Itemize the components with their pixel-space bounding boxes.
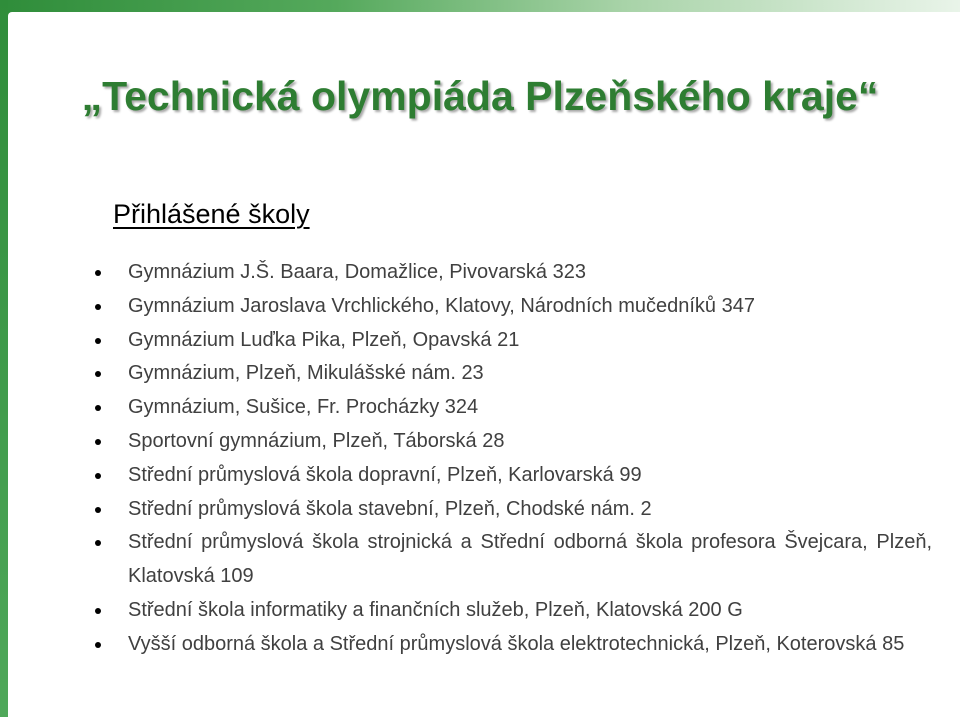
section-subtitle: Přihlášené školy xyxy=(113,199,310,229)
list-item: Střední průmyslová škola dopravní, Plzeň, Karlovarská 99 xyxy=(128,459,932,493)
list-item: Střední průmyslová škola stavební, Plzeň, Chodské nám. 2 xyxy=(128,493,932,527)
list-item: Gymnázium, Plzeň, Mikulášské nám. 23 xyxy=(128,357,932,391)
list-item: Střední škola informatiky a finančních služeb, Plzeň, Klatovská 200 G xyxy=(128,594,932,628)
left-frame-bar xyxy=(0,0,8,717)
slide-title: „Technická olympiáda Plzeňského kraje“ xyxy=(81,73,879,119)
list-item: Gymnázium, Sušice, Fr. Procházky 324 xyxy=(128,391,932,425)
list-item: Gymnázium Jaroslava Vrchlického, Klatovy, Národních mučedníků 347 xyxy=(128,290,932,324)
school-list xyxy=(128,256,932,662)
list-item: Sportovní gymnázium, Plzeň, Táborská 28 xyxy=(128,425,932,459)
list-item: Vyšší odborná škola a Střední průmyslová škola elektrotechnická, Plzeň, Koterovská 85 xyxy=(128,628,932,662)
list-item: Střední průmyslová škola strojnická a Střední odborná škola profesora Švejcara, Plzeň, Klatovská 109 xyxy=(128,526,932,594)
list-item: Gymnázium Luďka Pika, Plzeň, Opavská 21 xyxy=(128,324,932,358)
list-item: Gymnázium J.Š. Baara, Domažlice, Pivovarská 323 xyxy=(128,256,932,290)
